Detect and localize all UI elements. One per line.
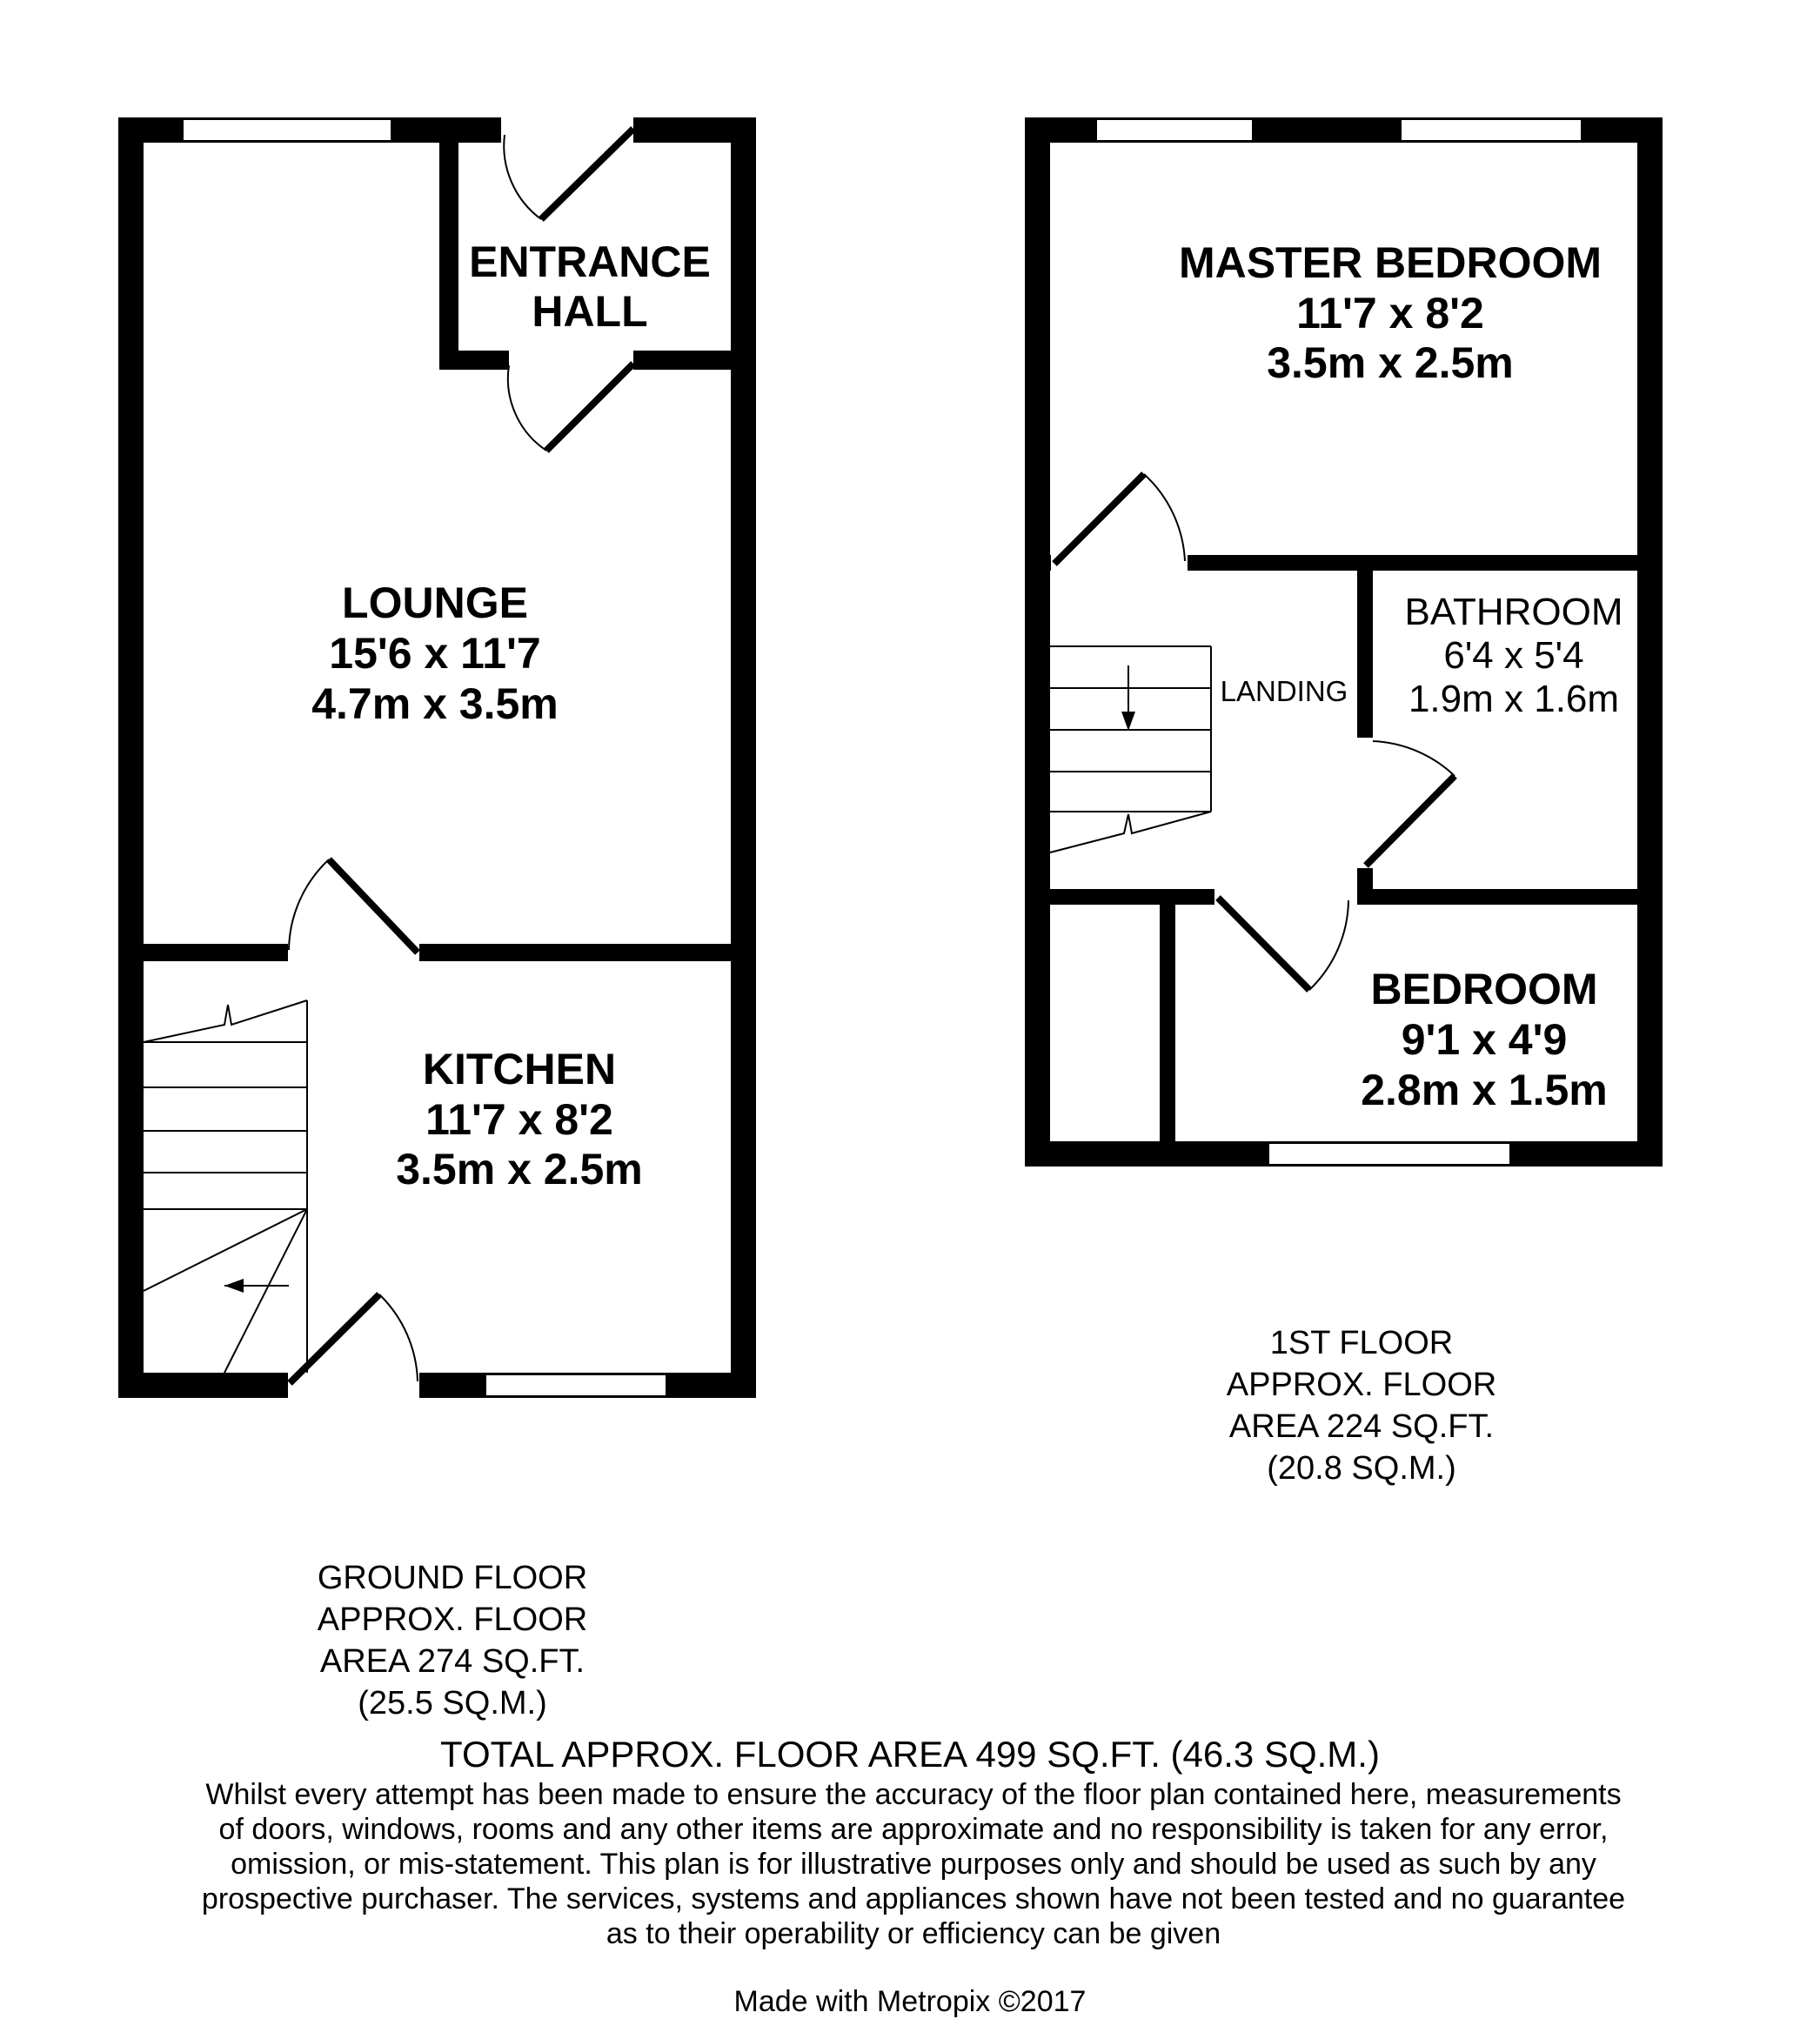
disclaimer — [174, 1777, 1653, 1951]
bedroom-imperial: 9'1 x 4'9 — [1401, 1015, 1568, 1064]
bathroom-door — [1366, 776, 1455, 866]
wall — [118, 117, 144, 1398]
wall — [1357, 571, 1373, 738]
bathroom-metric: 1.9m x 1.6m — [1408, 678, 1620, 720]
window — [1096, 119, 1253, 141]
door-swing — [1144, 474, 1185, 561]
kitchen-label: KITCHEN — [422, 1045, 617, 1093]
disclaimer-line: prospective purchaser. The services, systems and appliances shown have not been tested and no guarantee — [201, 1882, 1626, 1915]
wall — [439, 351, 509, 370]
wall — [419, 944, 756, 961]
wall — [1637, 117, 1663, 1167]
lounge-imperial: 15'6 x 11'7 — [329, 629, 541, 678]
disclaimer-line: omission, or mis-statement. This plan is for illustrative purposes only and should be used as such by any — [231, 1848, 1596, 1881]
bedroom-label: BEDROOM — [1370, 965, 1598, 1013]
area-line: (20.8 SQ.M.) — [1267, 1450, 1456, 1487]
area-line: GROUND FLOOR — [317, 1560, 588, 1596]
door-swing — [379, 1294, 418, 1381]
bedroom-door — [1218, 898, 1309, 990]
wall — [633, 351, 756, 370]
hall-door — [546, 364, 633, 451]
first-floor-area-note — [1179, 1322, 1544, 1489]
master-bedroom-metric: 3.5m x 2.5m — [1267, 338, 1514, 387]
bedroom-metric: 2.8m x 1.5m — [1361, 1066, 1608, 1114]
wall — [1025, 117, 1050, 1167]
door-swing — [508, 365, 546, 451]
wall — [118, 1373, 288, 1398]
entrance-hall-label: ENTRANCE — [469, 237, 711, 286]
kitchen-door — [329, 859, 418, 953]
area-line: (25.5 SQ.M.) — [358, 1685, 547, 1721]
master-bedroom-imperial: 11'7 x 8'2 — [1296, 289, 1484, 338]
wall — [118, 944, 288, 961]
disclaimer-line: Whilst every attempt has been made to ensure the accuracy of the floor plan contained here, measurements — [205, 1778, 1622, 1811]
wall — [731, 117, 756, 1398]
wall — [1160, 889, 1175, 1150]
door-swing — [504, 135, 541, 219]
door-swing — [1373, 741, 1455, 776]
area-line: AREA 224 SQ.FT. — [1228, 1408, 1495, 1445]
wall — [1188, 555, 1649, 571]
ground-floor-plan — [118, 117, 756, 1398]
back-door — [290, 1294, 379, 1383]
wall — [1040, 889, 1214, 905]
ground-floor-area-note — [270, 1557, 635, 1724]
window — [1268, 1143, 1510, 1165]
kitchen-imperial: 11'7 x 8'2 — [425, 1095, 613, 1144]
wall — [633, 117, 756, 143]
area-line: AREA 274 SQ.FT. — [319, 1643, 585, 1680]
window — [183, 119, 391, 141]
wall — [1040, 555, 1051, 571]
window — [1401, 119, 1582, 141]
window — [485, 1374, 666, 1396]
wall — [439, 117, 458, 370]
lounge-label: LOUNGE — [342, 578, 528, 627]
lounge-metric: 4.7m x 3.5m — [311, 679, 559, 728]
kitchen-metric: 3.5m x 2.5m — [396, 1145, 643, 1193]
area-line: 1ST FLOOR — [1269, 1325, 1454, 1361]
master-bedroom-door — [1054, 474, 1144, 564]
disclaimer-line: of doors, windows, rooms and any other items are approximate and no responsibility is taken for any error, — [218, 1813, 1609, 1846]
wall — [1357, 889, 1649, 905]
staircase — [1050, 646, 1211, 852]
door-swing — [1309, 900, 1348, 990]
bathroom-label: BATHROOM — [1404, 591, 1623, 633]
credit: Made with Metropix ©2017 — [733, 1985, 1087, 2018]
area-line: APPROX. FLOOR — [317, 1601, 588, 1638]
disclaimer-line: as to their operability or efficiency can be given — [606, 1917, 1221, 1950]
door-swing — [289, 859, 329, 950]
entrance-hall-label: HALL — [532, 287, 648, 336]
front-door — [541, 129, 633, 219]
landing-label: LANDING — [1220, 675, 1348, 707]
total-floor-area: TOTAL APPROX. FLOOR AREA 499 SQ.FT. (46.3 SQ.M.) — [440, 1734, 1380, 1775]
master-bedroom-label: MASTER BEDROOM — [1178, 238, 1603, 287]
staircase — [144, 1000, 307, 1373]
bathroom-imperial: 6'4 x 5'4 — [1443, 634, 1584, 677]
area-line: APPROX. FLOOR — [1226, 1367, 1497, 1403]
